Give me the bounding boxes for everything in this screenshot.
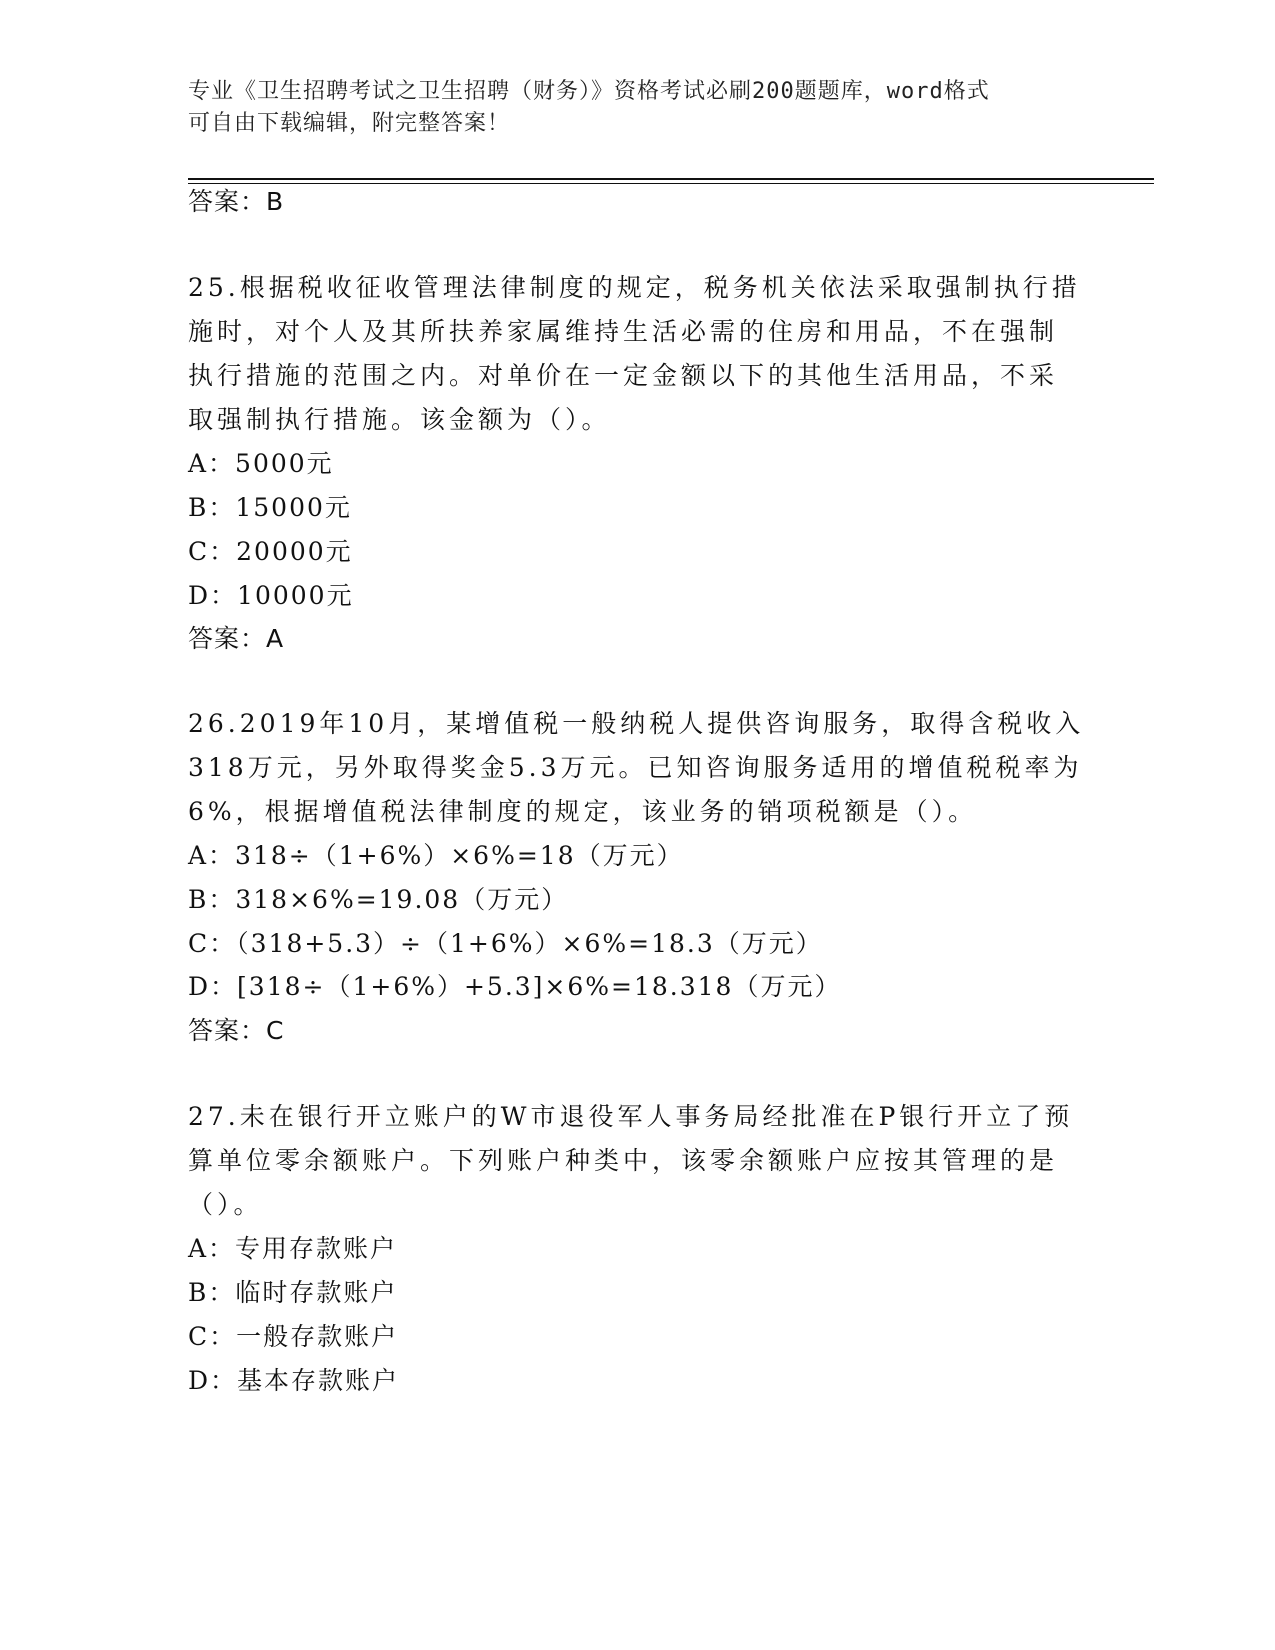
question-27-line-2: 算单位零余额账户。下列账户种类中，该零余额账户应按其管理的是 bbox=[188, 1146, 1059, 1175]
question-26-option-c: C：（318+5.3）÷（1+6%）×6%=18.3（万元） bbox=[188, 929, 823, 958]
header-divider-thick bbox=[188, 178, 1154, 180]
answer-previous: 答案：B bbox=[188, 187, 285, 216]
question-27-line-1: 27.未在银行开立账户的W市退役军人事务局经批准在P银行开立了预 bbox=[188, 1102, 1074, 1131]
question-26-option-b: B：318×6%=19.08（万元） bbox=[188, 885, 569, 914]
question-26-option-d: D：[318÷（1+6%）+5.3]×6%=18.318（万元） bbox=[188, 972, 842, 1001]
question-26-line-3: 6%，根据增值税法律制度的规定，该业务的销项税额是（）。 bbox=[188, 797, 978, 826]
question-25-option-b: B：15000元 bbox=[188, 493, 352, 522]
question-25-option-a: A：5000元 bbox=[188, 449, 334, 478]
question-25-line-3: 执行措施的范围之内。对单价在一定金额以下的其他生活用品，不采 bbox=[188, 361, 1059, 390]
question-25-option-c: C：20000元 bbox=[188, 537, 353, 566]
question-25-line-4: 取强制执行措施。该金额为（）。 bbox=[188, 405, 611, 434]
question-26-option-a: A：318÷（1+6%）×6%=18（万元） bbox=[188, 841, 684, 870]
question-27-option-d: D：基本存款账户 bbox=[188, 1366, 400, 1395]
question-26-line-2: 318万元，另外取得奖金5.3万元。已知咨询服务适用的增值税税率为 bbox=[188, 753, 1083, 782]
answer-question-26: 答案：C bbox=[188, 1016, 285, 1045]
answer-question-25: 答案：A bbox=[188, 624, 285, 653]
question-25-line-2: 施时，对个人及其所扶养家属维持生活必需的住房和用品，不在强制 bbox=[188, 317, 1059, 346]
question-27-option-b: B：临时存款账户 bbox=[188, 1278, 398, 1307]
question-27-option-a: A：专用存款账户 bbox=[188, 1234, 398, 1263]
header-divider-thin bbox=[188, 183, 1154, 184]
question-25-line-1: 25.根据税收征收管理法律制度的规定，税务机关依法采取强制执行措 bbox=[188, 273, 1081, 302]
header-line-1: 专业《卫生招聘考试之卫生招聘（财务）》资格考试必刷200题题库，word格式 bbox=[188, 79, 990, 104]
question-26-line-1: 26.2019年10月，某增值税一般纳税人提供咨询服务，取得含税收入 bbox=[188, 709, 1085, 738]
document-header bbox=[188, 76, 1088, 140]
question-27-option-c: C：一般存款账户 bbox=[188, 1322, 399, 1351]
header-line-2: 可自由下载编辑，附完整答案！ bbox=[188, 111, 511, 136]
question-25-option-d: D：10000元 bbox=[188, 581, 354, 610]
question-27-line-3: （）。 bbox=[188, 1190, 263, 1219]
